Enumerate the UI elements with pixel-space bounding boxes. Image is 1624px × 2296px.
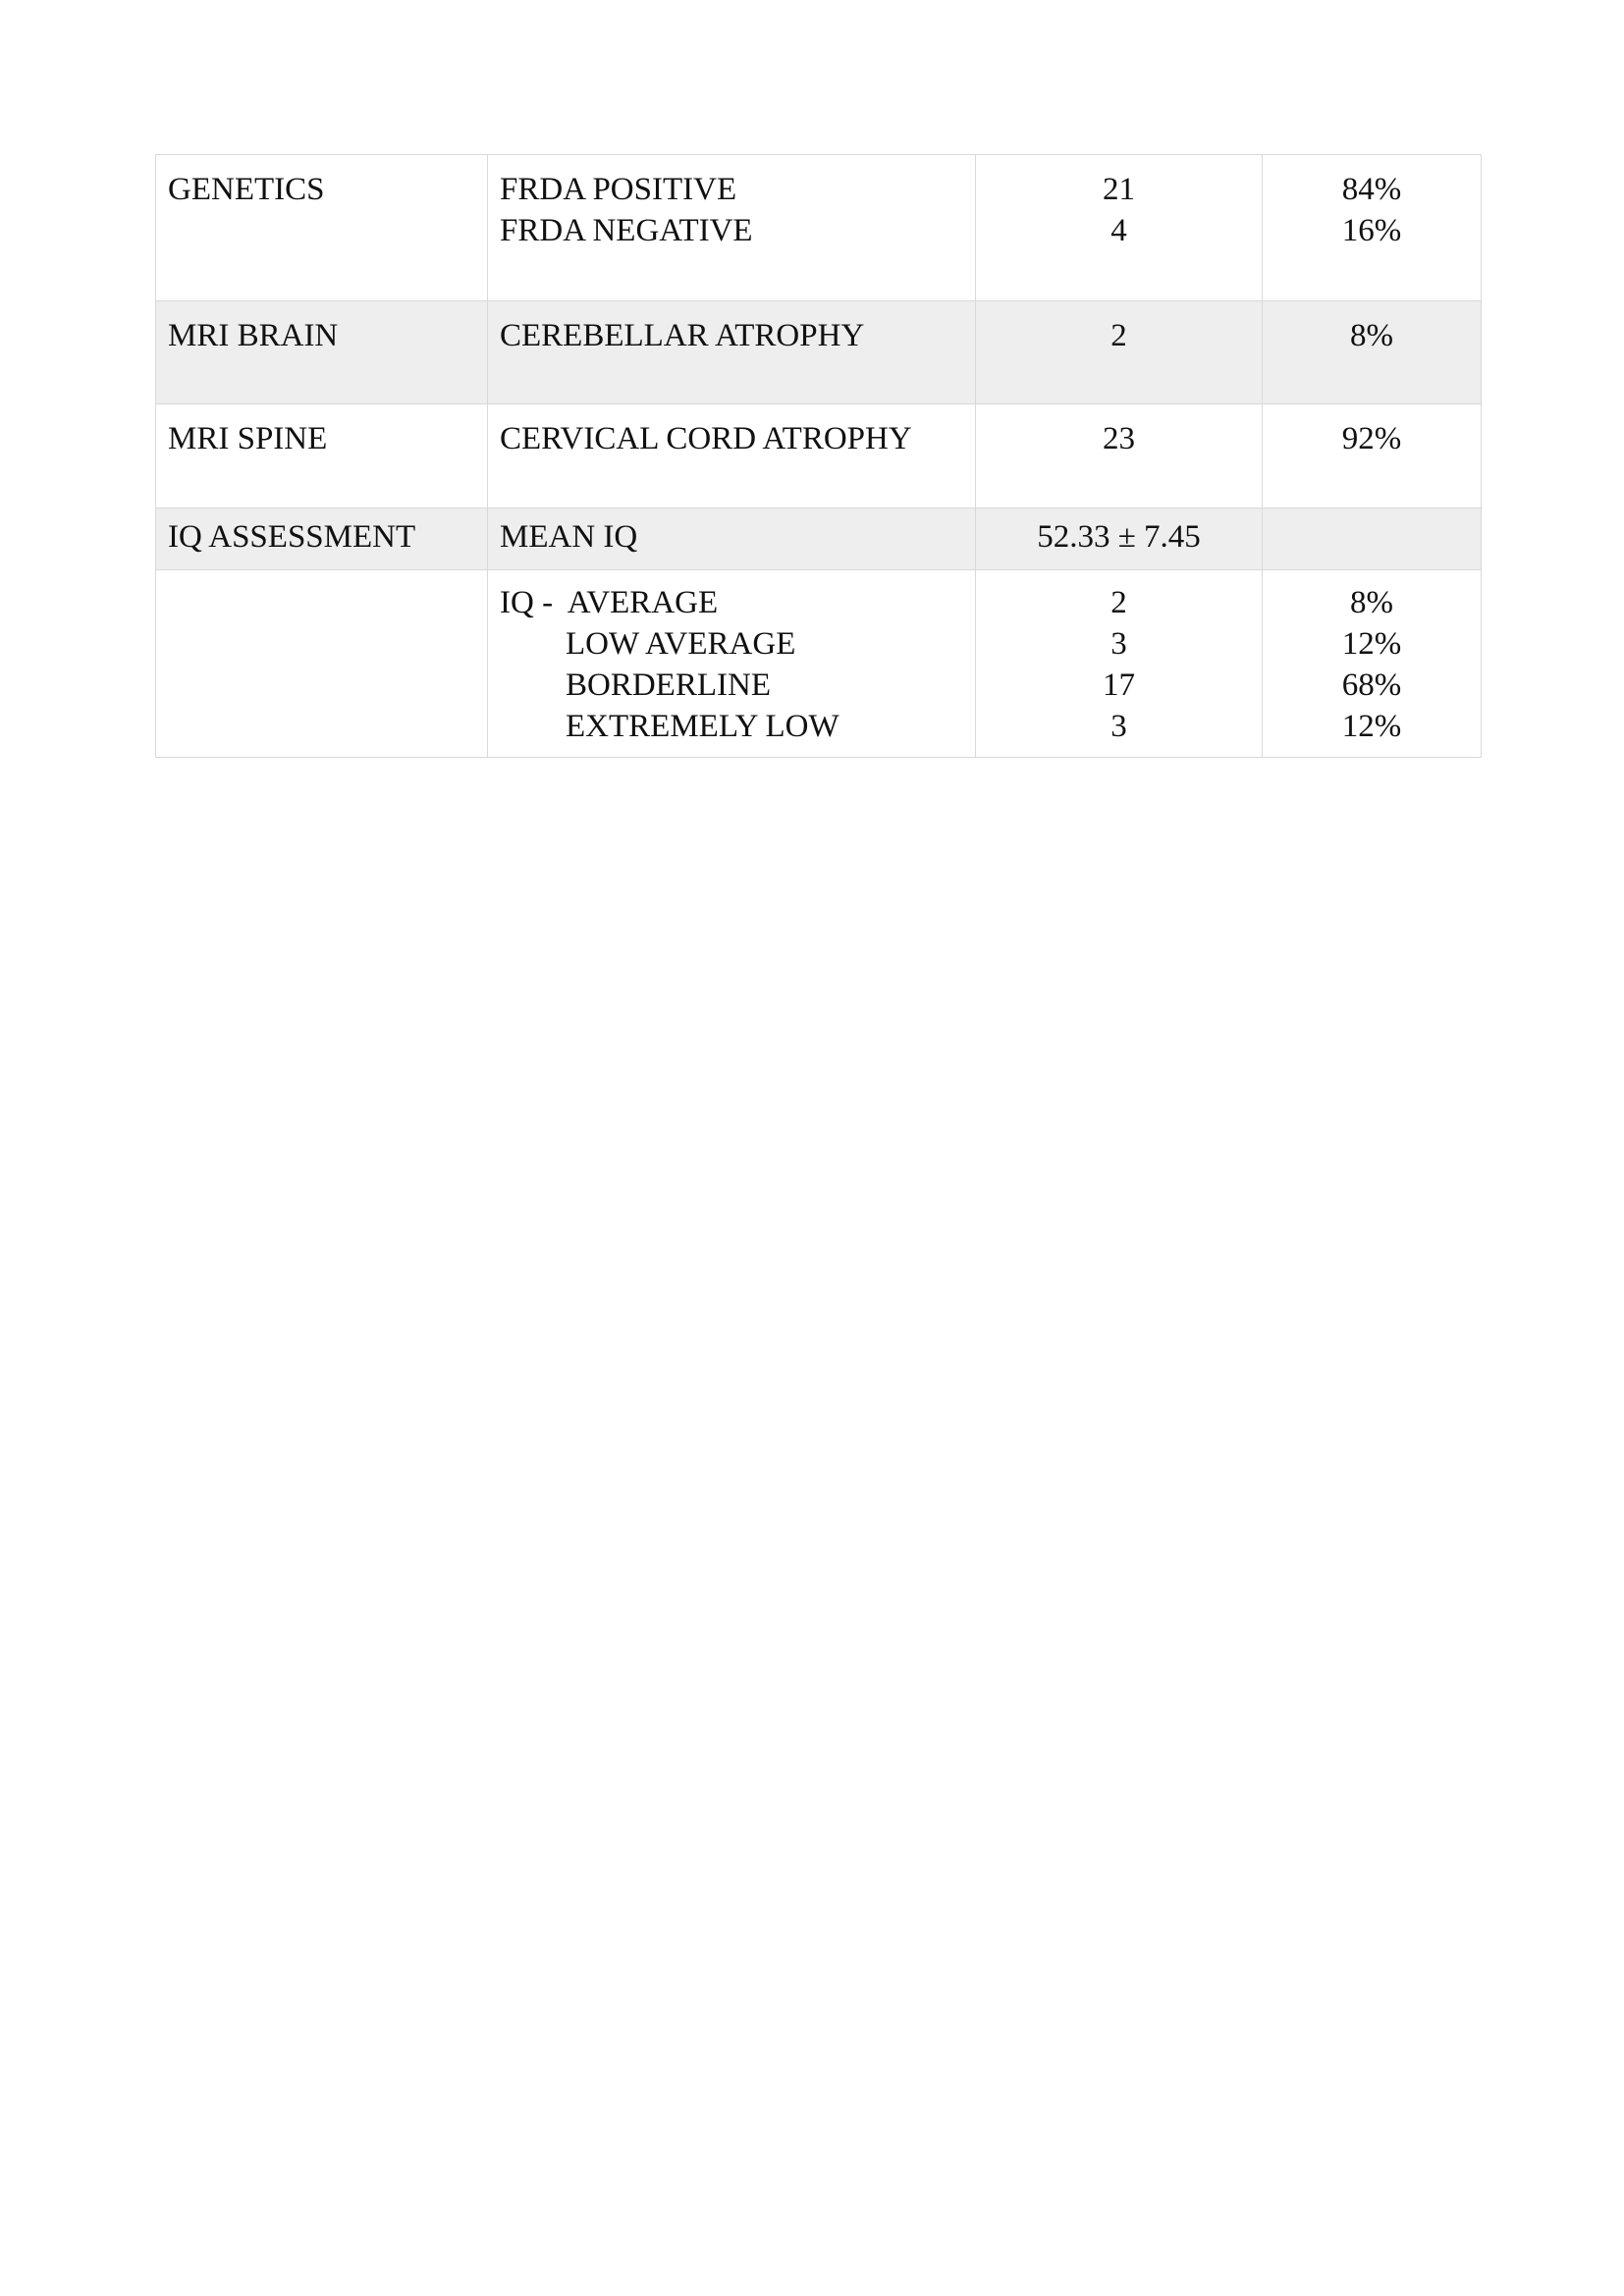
count-cell — [976, 570, 1263, 758]
percent-value: 16% — [1341, 213, 1402, 248]
count-cell — [976, 508, 1263, 570]
percent-cell — [1263, 508, 1482, 570]
category-label: GENETICS — [168, 172, 325, 207]
item-cell — [488, 155, 976, 301]
count-value: 4 — [1110, 213, 1127, 248]
item-label: CERVICAL CORD ATROPHY — [500, 421, 912, 456]
count-cell — [976, 301, 1263, 404]
count-cell — [976, 404, 1263, 508]
category-label: MRI SPINE — [168, 421, 328, 456]
item-label: CEREBELLAR ATROPHY — [500, 318, 865, 353]
count-value: 3 — [1110, 626, 1127, 662]
count-value: 2 — [1110, 318, 1127, 353]
table-row-mri-spine — [156, 404, 1482, 508]
percent-value: 12% — [1341, 709, 1402, 744]
results-table — [155, 154, 1482, 758]
item-label: IQ - AVERAGE — [500, 585, 719, 620]
item-cell — [488, 301, 976, 404]
table-row-iq-categories — [156, 570, 1482, 758]
category-cell — [156, 404, 488, 508]
category-cell — [156, 508, 488, 570]
percent-value: 12% — [1341, 626, 1402, 662]
category-label: MRI BRAIN — [168, 318, 339, 353]
table-row-iq-assessment — [156, 508, 1482, 570]
count-value: 21 — [1103, 172, 1135, 207]
count-cell — [976, 155, 1263, 301]
percent-cell — [1263, 404, 1482, 508]
count-value: 3 — [1110, 709, 1127, 744]
table-row-genetics — [156, 155, 1482, 301]
item-label: FRDA NEGATIVE — [500, 213, 753, 248]
item-cell — [488, 404, 976, 508]
table-row-mri-brain — [156, 301, 1482, 404]
percent-value: 92% — [1341, 421, 1402, 456]
count-value: 2 — [1110, 585, 1127, 620]
mean-iq-value: 52.33 ± 7.45 — [1037, 519, 1201, 555]
item-cell — [488, 570, 976, 758]
count-value: 23 — [1103, 421, 1135, 456]
item-label: EXTREMELY LOW — [566, 709, 839, 744]
category-cell — [156, 301, 488, 404]
item-label: MEAN IQ — [500, 519, 638, 555]
count-value: 17 — [1103, 667, 1135, 703]
percent-cell — [1263, 301, 1482, 404]
item-label: BORDERLINE — [566, 667, 771, 703]
item-label: LOW AVERAGE — [566, 626, 796, 662]
percent-cell — [1263, 155, 1482, 301]
item-label: FRDA POSITIVE — [500, 172, 737, 207]
percent-value: 68% — [1341, 667, 1402, 703]
percent-value: 8% — [1350, 585, 1393, 620]
category-cell — [156, 570, 488, 758]
item-cell — [488, 508, 976, 570]
percent-value: 8% — [1350, 318, 1393, 353]
percent-cell — [1263, 570, 1482, 758]
percent-value: 84% — [1341, 172, 1402, 207]
category-cell — [156, 155, 488, 301]
category-label: IQ ASSESSMENT — [168, 519, 416, 555]
